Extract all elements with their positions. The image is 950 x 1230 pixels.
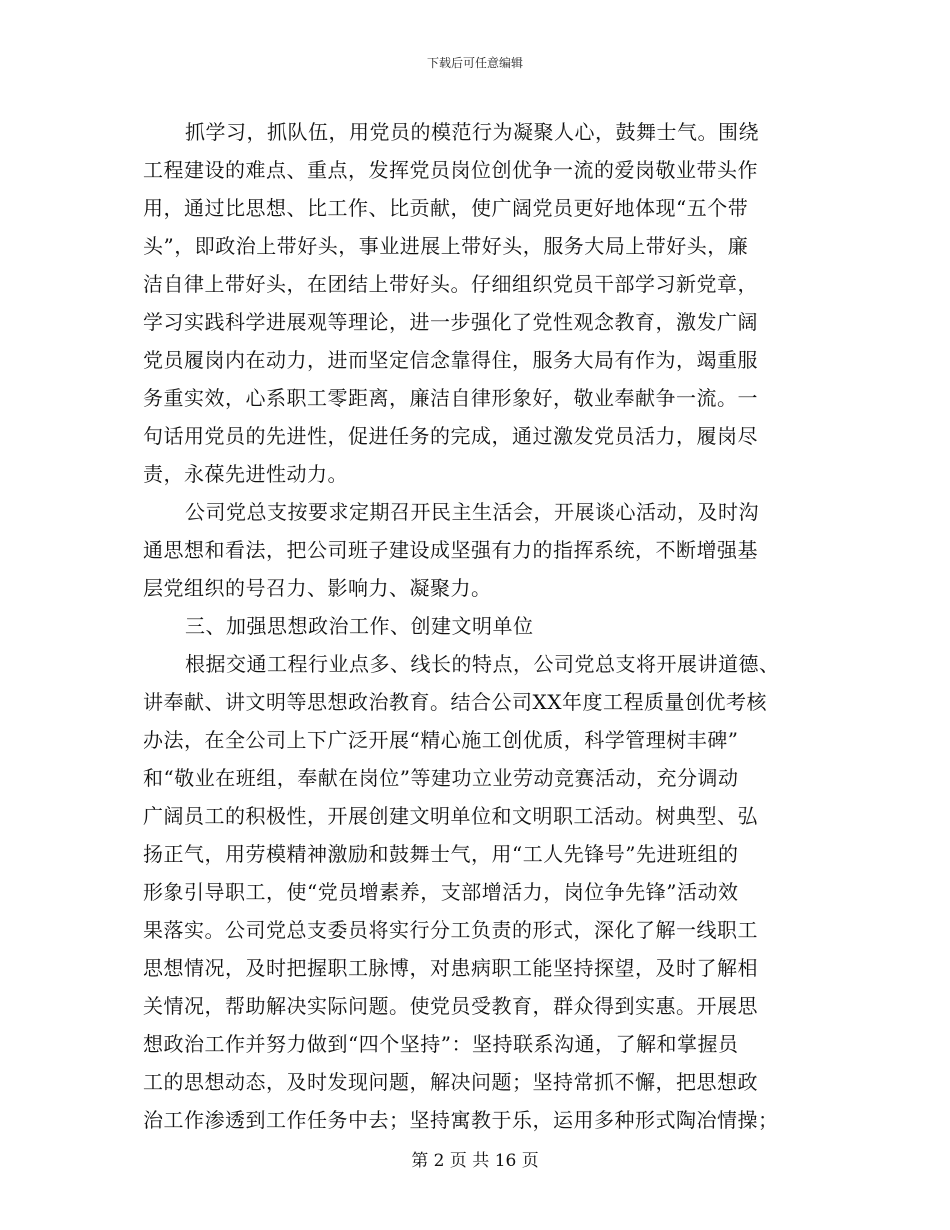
paragraph-line: 务重实效，心系职工零距离，廉洁自律形象好，敬业奉献争一流。一 (143, 386, 758, 410)
page-header: 下载后可任意编辑 (426, 56, 523, 70)
paragraph-line: 工的思想动态，及时发现问题，解决问题；坚持常抓不懈，把思想政 (143, 1070, 758, 1094)
paragraph-line: 工程建设的难点、重点，发挥党员岗位创优争一流的爱岗敬业带头作 (143, 158, 758, 182)
paragraph-line: 学习实践科学进展观等理论，进一步强化了党性观念教育，激发广阔 (143, 310, 758, 334)
paragraph-line: 头”，即政治上带好头，事业进展上带好头，服务大局上带好头，廉 (143, 234, 749, 258)
paragraph-line: 党员履岗内在动力，进而坚定信念靠得住，服务大局有作为，竭重服 (143, 348, 758, 372)
paragraph-line: 句话用党员的先进性，促进任务的完成，通过激发党员活力，履岗尽 (143, 424, 758, 448)
paragraph-line: 和“敬业在班组，奉献在岗位”等建功立业劳动竞赛活动，充分调动 (143, 766, 739, 790)
paragraph-line: 层党组织的号召力、影响力、凝聚力。 (143, 576, 492, 600)
paragraph-line: 办法，在全公司上下广泛开展“精心施工创优质，科学管理树丰碑” (143, 728, 739, 752)
paragraph-line: 形象引导职工，使“党员增素养，支部增活力，岗位争先锋”活动效 (143, 880, 739, 904)
paragraph-line: 思想情况，及时把握职工脉博，对患病职工能坚持探望，及时了解相 (143, 956, 758, 980)
paragraph-line: 洁自律上带好头，在团结上带好头。仔细组织党员干部学习新党章， (143, 272, 758, 296)
paragraph-line: 通思想和看法，把公司班子建设成坚强有力的指挥系统，不断增强基 (143, 538, 758, 562)
paragraph-line: 公司党总支按要求定期召开民主生活会，开展谈心活动，及时沟 (185, 500, 759, 524)
page-number-footer: 第 2 页 共 16 页 (411, 1151, 539, 1171)
paragraph-line: 讲奉献、讲文明等思想政治教育。结合公司XX年度工程质量创优考核 (143, 690, 767, 714)
paragraph-line: 广阔员工的积极性，开展创建文明单位和文明职工活动。树典型、弘 (143, 804, 758, 828)
paragraph-line: 关情况，帮助解决实际问题。使党员受教育，群众得到实惠。开展思 (143, 994, 758, 1018)
paragraph-line: 想政治工作并努力做到“四个坚持”：坚持联系沟通，了解和掌握员 (143, 1032, 739, 1056)
paragraph-line: 用，通过比思想、比工作、比贡献，使广阔党员更好地体现“五个带 (143, 196, 749, 220)
paragraph-line: 扬正气，用劳模精神激励和鼓舞士气，用“工人先锋号”先进班组的 (143, 842, 739, 866)
paragraph-line: 抓学习，抓队伍，用党员的模范行为凝聚人心，鼓舞士气。围绕 (185, 120, 759, 144)
paragraph-line: 根据交通工程行业点多、线长的特点，公司党总支将开展讲道德、 (185, 652, 780, 676)
paragraph-line: 责，永葆先进性动力。 (143, 462, 348, 486)
section-heading: 三、加强思想政治工作、创建文明单位 (185, 614, 534, 638)
paragraph-line: 治工作渗透到工作任务中去；坚持寓教于乐，运用多种形式陶冶情操； (143, 1108, 779, 1132)
paragraph-line: 果落实。公司党总支委员将实行分工负责的形式，深化了解一线职工 (143, 918, 758, 942)
document-body (143, 113, 808, 1139)
